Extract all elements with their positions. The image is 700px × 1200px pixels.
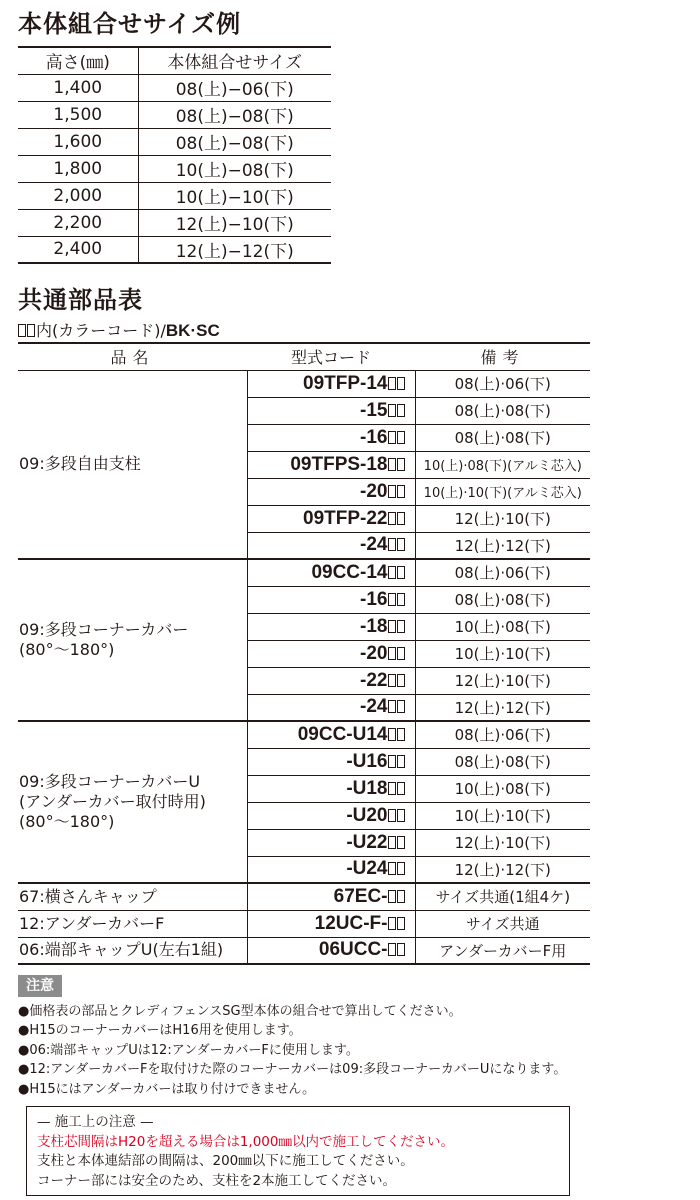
placeholder-box-icon	[397, 647, 405, 660]
model-code-cell	[247, 721, 415, 748]
size-section-title: 本体組合せサイズ例	[18, 10, 242, 38]
model-code-cell	[247, 748, 415, 775]
size-row	[18, 101, 331, 128]
model-code-cell	[247, 478, 415, 505]
placeholder-box-icon	[397, 538, 405, 551]
model-code: 06UCC-	[318, 939, 388, 961]
placeholder-box-icon	[397, 431, 405, 444]
placeholder-box-icon	[388, 890, 396, 903]
model-code: 12UC-F-	[314, 912, 388, 934]
combination-cell: 08(上)−08(下)	[175, 107, 294, 127]
remark-cell: 08(上)·06(下)	[454, 564, 551, 583]
remark-cell: 12(上)·10(下)	[454, 672, 551, 690]
note-item: ●06:端部キャップUは12:アンダーカバーFに使用します。	[18, 1042, 359, 1058]
note-item: ●H15のコーナーカバーはH16用を使用します。	[18, 1023, 302, 1039]
construction-caution-box	[26, 1106, 570, 1196]
model-code: -24	[360, 696, 388, 718]
model-code: 67EC-	[333, 885, 388, 907]
placeholder-box-icon	[397, 862, 405, 875]
remark-cell: 08(上)·08(下)	[454, 402, 551, 420]
placeholder-box-icon	[397, 782, 405, 795]
model-code-cell	[247, 505, 415, 532]
model-code: -16	[360, 588, 388, 610]
size-row	[18, 74, 331, 101]
model-code: -U18	[346, 777, 388, 799]
placeholder-box-icon	[18, 324, 26, 337]
height-cell: 2,000	[18, 182, 138, 209]
model-code: -20	[360, 480, 388, 502]
notes-label: 注意	[18, 975, 62, 997]
remark-cell: 10(上)·08(下)	[454, 780, 551, 798]
caution-line: コーナー部には安全のため、支柱を2本施工してください。	[37, 1172, 397, 1189]
remark-cell: 10(上)·10(下)	[454, 645, 551, 663]
model-code: 09TFP-22	[303, 507, 388, 529]
height-cell: 1,600	[18, 128, 138, 155]
model-code: -U24	[346, 858, 388, 880]
placeholder-box-icon	[397, 404, 405, 417]
header-height: 高さ(㎜)	[18, 47, 138, 74]
placeholder-box-icon	[397, 728, 405, 741]
remark-cell: アンダーカバーF用	[439, 941, 567, 960]
color-code-label: 内(カラーコード)/	[36, 321, 166, 340]
common-parts-table	[18, 342, 590, 965]
placeholder-box-icon	[388, 782, 396, 795]
part-name-line: 09:多段コーナーカバー	[19, 620, 189, 639]
placeholder-box-icon	[388, 943, 396, 956]
part-name-line: (80°〜180°)	[19, 640, 115, 659]
placeholder-box-icon	[397, 836, 405, 849]
parts-row	[18, 883, 590, 910]
placeholder-box-icon	[388, 755, 396, 768]
remark-cell: サイズ共通(1組4ケ)	[435, 888, 571, 907]
size-row	[18, 155, 331, 182]
placeholder-box-icon	[388, 458, 396, 471]
combination-cell: 08(上)−08(下)	[175, 134, 294, 154]
model-code-cell	[247, 775, 415, 802]
model-code: 09TFPS-18	[290, 453, 388, 475]
part-name-line: 09:多段自由支柱	[19, 454, 141, 474]
placeholder-box-icon	[397, 943, 405, 956]
placeholder-box-icon	[397, 593, 405, 606]
caution-title: — 施工上の注意 —	[37, 1114, 154, 1130]
placeholder-box-icon	[388, 647, 396, 660]
caution-line: 支柱と本体連結部の間隔は、200㎜以下に施工してください。	[37, 1153, 414, 1169]
size-row	[18, 236, 331, 263]
remark-cell: 10(上)·10(下)	[454, 807, 551, 825]
placeholder-box-icon	[388, 728, 396, 741]
part-name-line: 67:横さんキャップ	[19, 886, 157, 906]
note-item: ●価格表の部品とクレディフェンスSG型本体の組合せで算出してください。	[18, 1004, 462, 1019]
part-name-cell	[18, 559, 247, 721]
height-cell: 1,500	[18, 101, 138, 128]
size-table-header	[18, 47, 331, 74]
size-combination-table	[18, 46, 331, 264]
part-name-line: 09:多段コーナーカバーU	[19, 772, 201, 791]
combination-cell: 08(上)−06(下)	[175, 80, 294, 100]
combination-cell: 12(上)−12(下)	[175, 241, 294, 262]
placeholder-box-icon	[397, 566, 405, 579]
placeholder-box-icon	[388, 917, 396, 930]
combination-cell: 10(上)−10(下)	[175, 188, 294, 208]
part-name-line: 06:端部キャップU(左右1組)	[19, 940, 224, 960]
placeholder-box-icon	[388, 404, 396, 417]
header-name: 品名	[110, 348, 155, 368]
placeholder-box-icon	[397, 755, 405, 768]
placeholder-box-icon	[397, 809, 405, 822]
placeholder-box-icon	[397, 620, 405, 633]
combination-cell: 10(上)−08(下)	[175, 161, 294, 181]
caution-red-line: 支柱芯間隔はH20を超える場合は1,000㎜以内で施工してください。	[37, 1133, 454, 1150]
model-code-cell	[247, 451, 415, 478]
model-code-cell	[247, 667, 415, 694]
model-code: 09CC-U14	[297, 723, 388, 745]
placeholder-box-icon	[397, 674, 405, 687]
placeholder-box-icon	[388, 566, 396, 579]
placeholder-box-icon	[388, 512, 396, 525]
remark-cell: 08(上)·06(下)	[454, 375, 551, 393]
placeholder-box-icon	[388, 431, 396, 444]
part-name-line: (80°〜180°)	[19, 812, 115, 831]
placeholder-box-icon	[397, 512, 405, 525]
model-code: -16	[360, 426, 388, 448]
parts-row	[18, 370, 590, 397]
model-code-cell	[247, 586, 415, 613]
placeholder-box-icon	[388, 809, 396, 822]
part-name-cell	[18, 910, 247, 937]
parts-table-header	[18, 343, 590, 370]
model-code-cell	[247, 829, 415, 856]
parts-row	[18, 559, 590, 586]
model-code: -22	[360, 669, 388, 691]
placeholder-box-icon	[397, 700, 405, 713]
height-cell: 2,400	[18, 236, 138, 263]
model-code-cell	[247, 694, 415, 721]
model-code-cell	[247, 613, 415, 640]
remark-cell: 08(上)·08(下)	[454, 753, 551, 771]
model-code-cell	[247, 559, 415, 586]
note-item: ●H15にはアンダーカバーは取り付けできません。	[18, 1081, 316, 1097]
placeholder-box-icon	[388, 593, 396, 606]
remark-cell: 12(上)·10(下)	[454, 834, 551, 852]
notes-list	[18, 1002, 566, 1099]
placeholder-box-icon	[388, 377, 396, 390]
size-row	[18, 209, 331, 236]
parts-section-title: 共通部品表	[18, 286, 143, 314]
placeholder-box-icon	[388, 674, 396, 687]
model-code: -15	[360, 399, 388, 421]
model-code: -U22	[346, 831, 388, 853]
note-item: ●12:アンダーカバーFを取付けた際のコーナーカバーは09:多段コーナーカバーUになります。	[18, 1062, 567, 1078]
remark-cell: 10(上)·10(下)(アルミ芯入)	[423, 486, 582, 501]
color-code-legend	[18, 318, 220, 341]
placeholder-box-icon	[388, 836, 396, 849]
placeholder-box-icon	[388, 700, 396, 713]
model-code: -24	[360, 534, 388, 556]
placeholder-box-icon	[397, 377, 405, 390]
remark-cell: サイズ共通	[465, 915, 540, 933]
remark-cell: 12(上)·10(下)	[454, 510, 551, 528]
model-code-cell	[247, 910, 415, 937]
model-code-cell	[247, 883, 415, 910]
part-name-line: 12:アンダーカバーF	[19, 913, 165, 933]
placeholder-box-icon	[388, 538, 396, 551]
placeholder-box-icon	[397, 917, 405, 930]
model-code: 09TFP-14	[303, 372, 388, 394]
part-name-cell	[18, 370, 247, 559]
model-code: -U16	[346, 750, 388, 772]
model-code-cell	[247, 640, 415, 667]
remark-cell: 10(上)·08(下)	[454, 618, 551, 636]
combination-cell: 12(上)−10(下)	[175, 215, 294, 235]
remark-cell: 12(上)·12(下)	[454, 536, 551, 555]
model-code-cell	[247, 397, 415, 424]
parts-row	[18, 721, 590, 748]
placeholder-box-icon	[397, 890, 405, 903]
placeholder-box-icon	[388, 862, 396, 875]
remark-cell: 08(上)·08(下)	[454, 591, 551, 609]
model-code-cell	[247, 532, 415, 559]
model-code: -U20	[346, 804, 388, 826]
model-code-cell	[247, 802, 415, 829]
size-row	[18, 128, 331, 155]
header-code: 型式コード	[290, 348, 371, 368]
model-code-cell	[247, 856, 415, 883]
model-code: -20	[360, 642, 388, 664]
remark-cell: 08(上)·06(下)	[454, 726, 551, 745]
model-code-cell	[247, 370, 415, 397]
remark-cell: 10(上)·08(下)(アルミ芯入)	[423, 459, 582, 474]
part-name-line: (アンダーカバー取付時用)	[19, 792, 206, 811]
remark-cell: 12(上)·12(下)	[454, 698, 551, 717]
header-combination: 本体組合せサイズ	[167, 53, 303, 74]
model-code: 09CC-14	[311, 561, 388, 583]
part-name-cell	[18, 721, 247, 883]
height-cell: 2,200	[18, 209, 138, 236]
placeholder-box-icon	[27, 324, 35, 337]
model-code-cell	[247, 424, 415, 451]
color-code-value: BK·SC	[165, 321, 220, 340]
part-name-cell	[18, 883, 247, 910]
placeholder-box-icon	[397, 458, 405, 471]
remark-cell: 08(上)·08(下)	[454, 429, 551, 447]
height-cell: 1,400	[18, 74, 138, 101]
height-cell: 1,800	[18, 155, 138, 182]
header-note: 備考	[480, 348, 525, 368]
placeholder-box-icon	[388, 485, 396, 498]
remark-cell: 12(上)·12(下)	[454, 860, 551, 879]
placeholder-box-icon	[397, 485, 405, 498]
model-code-cell	[247, 937, 415, 964]
parts-row	[18, 910, 590, 937]
parts-row	[18, 937, 590, 964]
model-code: -18	[360, 615, 388, 637]
size-row	[18, 182, 331, 209]
part-name-cell	[18, 937, 247, 964]
placeholder-box-icon	[388, 620, 396, 633]
